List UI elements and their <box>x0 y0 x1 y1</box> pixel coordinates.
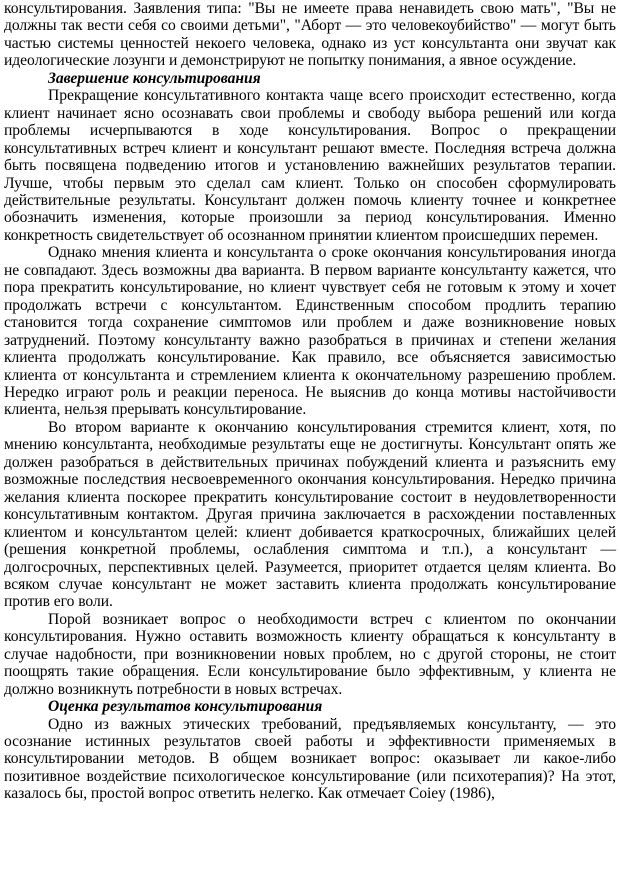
paragraph: Порой возникает вопрос о необходимости встреч с клиентом по окончании консультирования. Нужно оставить возможность клиенту обращаться к консультанту в случае надобности, при возникновении новых проблем, но с другой стороны, не стоит поощрять такие обращения. Если консультирование было эффективным, у клиента не должно возникнуть потребности в новых встречах. <box>4 610 616 698</box>
paragraph: Во втором варианте к окончанию консультирования стремится клиент, хотя, по мнению консультанта, необходимые результаты еще не достигнуты. Консультант опять же должен разобраться в действительных причинах побуждений клиента и разъяснить ему возможные последствия несвоевременного окончания консультирования. Нередко причина желания клиента поскорее прекратить консультирование состоит в неудовлетворенности консультативным контактом. Другая причина заключается в расхождении поставленных клиентом и консультантом целей: клиент добивается краткосрочных, ближайших целей (решения конкретной проблемы, ослабления симптома и т.п.), а консультант — долгосрочных, перспективных целей. Разумеется, приоритет отдается целям клиента. Во всяком случае консультант не может заставить клиента продолжать консультирование против его воли. <box>4 418 616 611</box>
paragraph: Одно из важных этических требований, предъявляемых консультанту, — это осознание истинных результатов своей работы и эффективности применяемых в консультировании методов. В общем возникает вопрос: оказывает ли какое-либо позитивное воздействие психологическое консультирование (или психотерапия)? На этот, казалось бы, простой вопрос ответить нелегко. Как отмечает Coiey (1986), <box>4 715 616 803</box>
section-heading-evaluation: Оценка результатов консультирования <box>48 698 323 716</box>
section-heading-termination: Завершение консультирования <box>48 69 261 87</box>
intro-paragraph: консультирования. Заявления типа: "Вы не имеете права ненавидеть свою мать", "Вы не должны так вести себя со своими детьми", "Аборт — это человекоубийство" — могут быть частью системы ценностей некоего человека, однако из уст консультанта они звучат как идеологические лозунги и демонстрируют не попытку понимания, а явное осуждение. <box>4 0 616 70</box>
paragraph: Однако мнения клиента и консультанта о сроке окончания консультирования иногда не совпадают. Здесь возможны два варианта. В первом варианте консультанту кажется, что пора прекратить консультирование, но клиент чувствует себя не готовым к этому и хочет продолжать встречи с консультантом. Единственным способом продлить терапию становится тогда сохранение симптомов или проблем и даже возникновение новых затруднений. Поэтому консультанту важно разобраться в причинах и степени желания клиента продолжать консультирование. Как правило, все объясняется зависимостью клиента от консультанта и стремлением клиента к окончательному разрешению проблем. Нередко играют роль и реакции переноса. Не выяснив до конца мотивы настойчивости клиента, нельзя прерывать консультирование. <box>4 244 616 419</box>
paragraph: Прекращение консультативного контакта чаще всего происходит естественно, когда клиент начинает ясно осознавать свои проблемы и свободу выбора решений или когда проблемы исчерпываются в ходе консультирования. Вопрос о прекращении консультативных встреч клиент и консультант решают вместе. Последняя встреча должна быть посвящена подведению итогов и установлению важнейших результатов терапии. Лучше, чтобы первым это сделал сам клиент. Только он способен сформулировать действительные результаты. Консультант должен помочь клиенту точнее и конкретнее обозначить изменения, которые произошли за период консультирования. Именно конкретность свидетельствует об осознанном принятии клиентом происшедших перемен. <box>4 87 616 244</box>
